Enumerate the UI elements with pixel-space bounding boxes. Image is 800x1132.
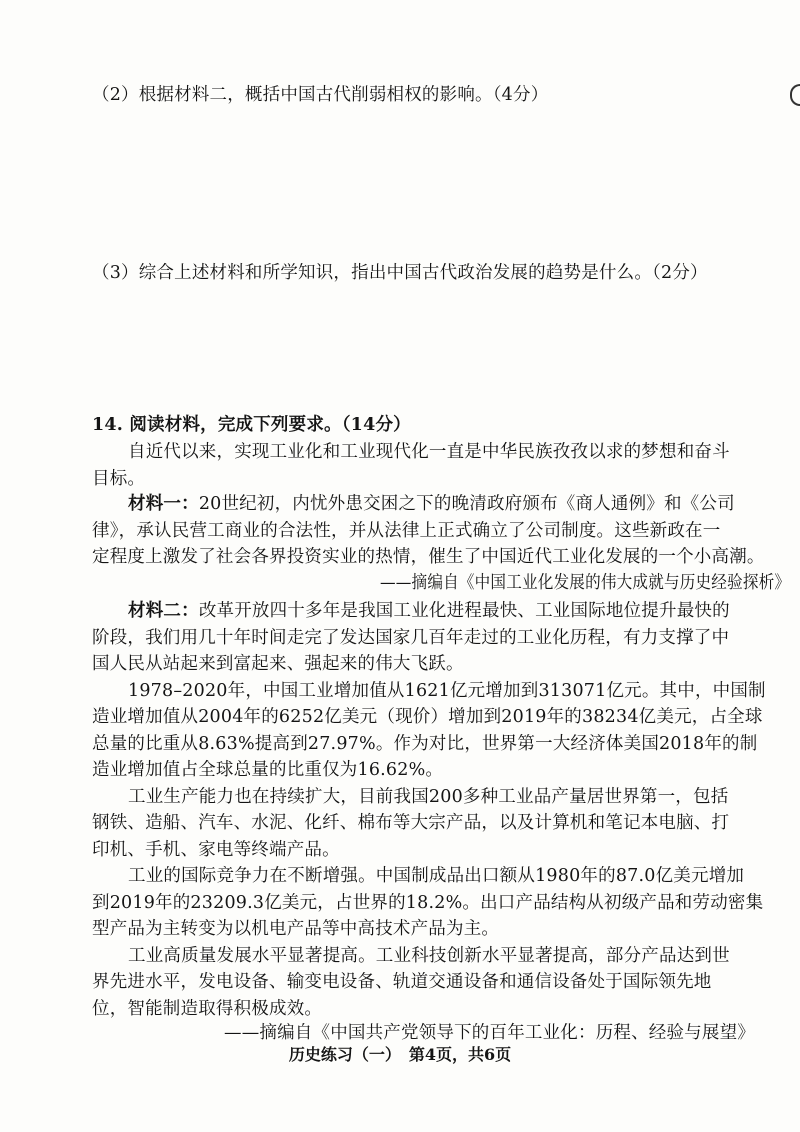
material-2-line: 工业的国际竞争力在不断增强。中国制成品出口额从1980年的87.0亿美元增加 [128,866,745,886]
page-footer: 历史练习（一） 第4页，共6页 [288,1045,512,1064]
material-1-line: 律》，承认民营工商业的合法性，并从法律上正式确立了公司制度。这些新政在一 [92,521,721,541]
page-edge-mark [790,84,800,106]
material-2-line: 工业高质量发展水平显著提高。工业科技创新水平显著提高，部分产品达到世 [128,946,730,966]
material-2-text: 改革开放四十多年是我国工业化进程最快、工业国际地位提升最快的 [198,601,730,621]
material-2-line: 阶段，我们用几十年时间走完了发达国家几百年走过的工业化历程，有力支撑了中 [92,628,730,648]
material-2-line: 国人民从站起来到富起来、强起来的伟大飞跃。 [92,654,464,674]
material-2-line: 造业增加值占全球总量的比重仅为16.62%。 [92,760,444,780]
material-2-line: 型产品为主转变为以机电产品等中高技术产品为主。 [92,919,500,939]
material-2-line: 到2019年的23209.3亿美元，占世界的18.2%。出口产品结构从初级产品和劳动密集 [92,893,764,913]
material-2-line: 位，智能制造取得积极成效。 [92,999,323,1019]
material-1-first-line [128,490,735,518]
question-2: （2）根据材料二，概括中国古代削弱相权的影响。（4分） [92,85,549,105]
material-1-source: ——摘编自《中国工业化发展的伟大成就与历史经验探析》 [380,573,791,593]
material-2-first-line [128,597,730,625]
material-1-line: 定程度上激发了社会各界投资实业的热情，催生了中国近代工业化发展的一个小高潮。 [92,547,765,567]
material-1-label: 材料一： [128,494,199,514]
material-1-text: 20世纪初，内忧外患交困之下的晚清政府颁布《商人通例》和《公司 [198,494,735,514]
material-2-line: 钢铁、造船、汽车、水泥、化纤、棉布等大宗产品，以及计算机和笔记本电脑、打 [92,813,730,833]
material-2-line: 印机、手机、家电等终端产品。 [92,840,340,860]
material-2-label: 材料二： [128,601,199,621]
intro-line: 目标。 [92,469,146,489]
question-14-heading: 14. 阅读材料，完成下列要求。（14分） [92,415,411,435]
question-3: （3）综合上述材料和所学知识，指出中国古代政治发展的趋势是什么。（2分） [92,263,708,283]
material-2-line: 界先进水平，发电设备、输变电设备、轨道交通设备和通信设备处于国际领先地 [92,972,712,992]
material-2-line: 1978–2020年，中国工业增加值从1621亿元增加到313071亿元。其中，中国制 [128,681,766,701]
material-2-source: ——摘编自《中国共产党领导下的百年工业化：历程、经验与展望》 [224,1023,755,1043]
material-2-line: 工业生产能力也在持续扩大，目前我国200多种工业品产量居世界第一，包括 [128,787,729,807]
material-2-line: 总量的比重从8.63%提高到27.97%。作为对比，世界第一大经济体美国2018年的制 [92,734,758,754]
intro-line: 自近代以来，实现工业化和工业现代化一直是中华民族孜孜以求的梦想和奋斗 [128,442,730,462]
material-2-line: 造业增加值从2004年的6252亿美元（现价）增加到2019年的38234亿美元，占全球 [92,707,763,727]
